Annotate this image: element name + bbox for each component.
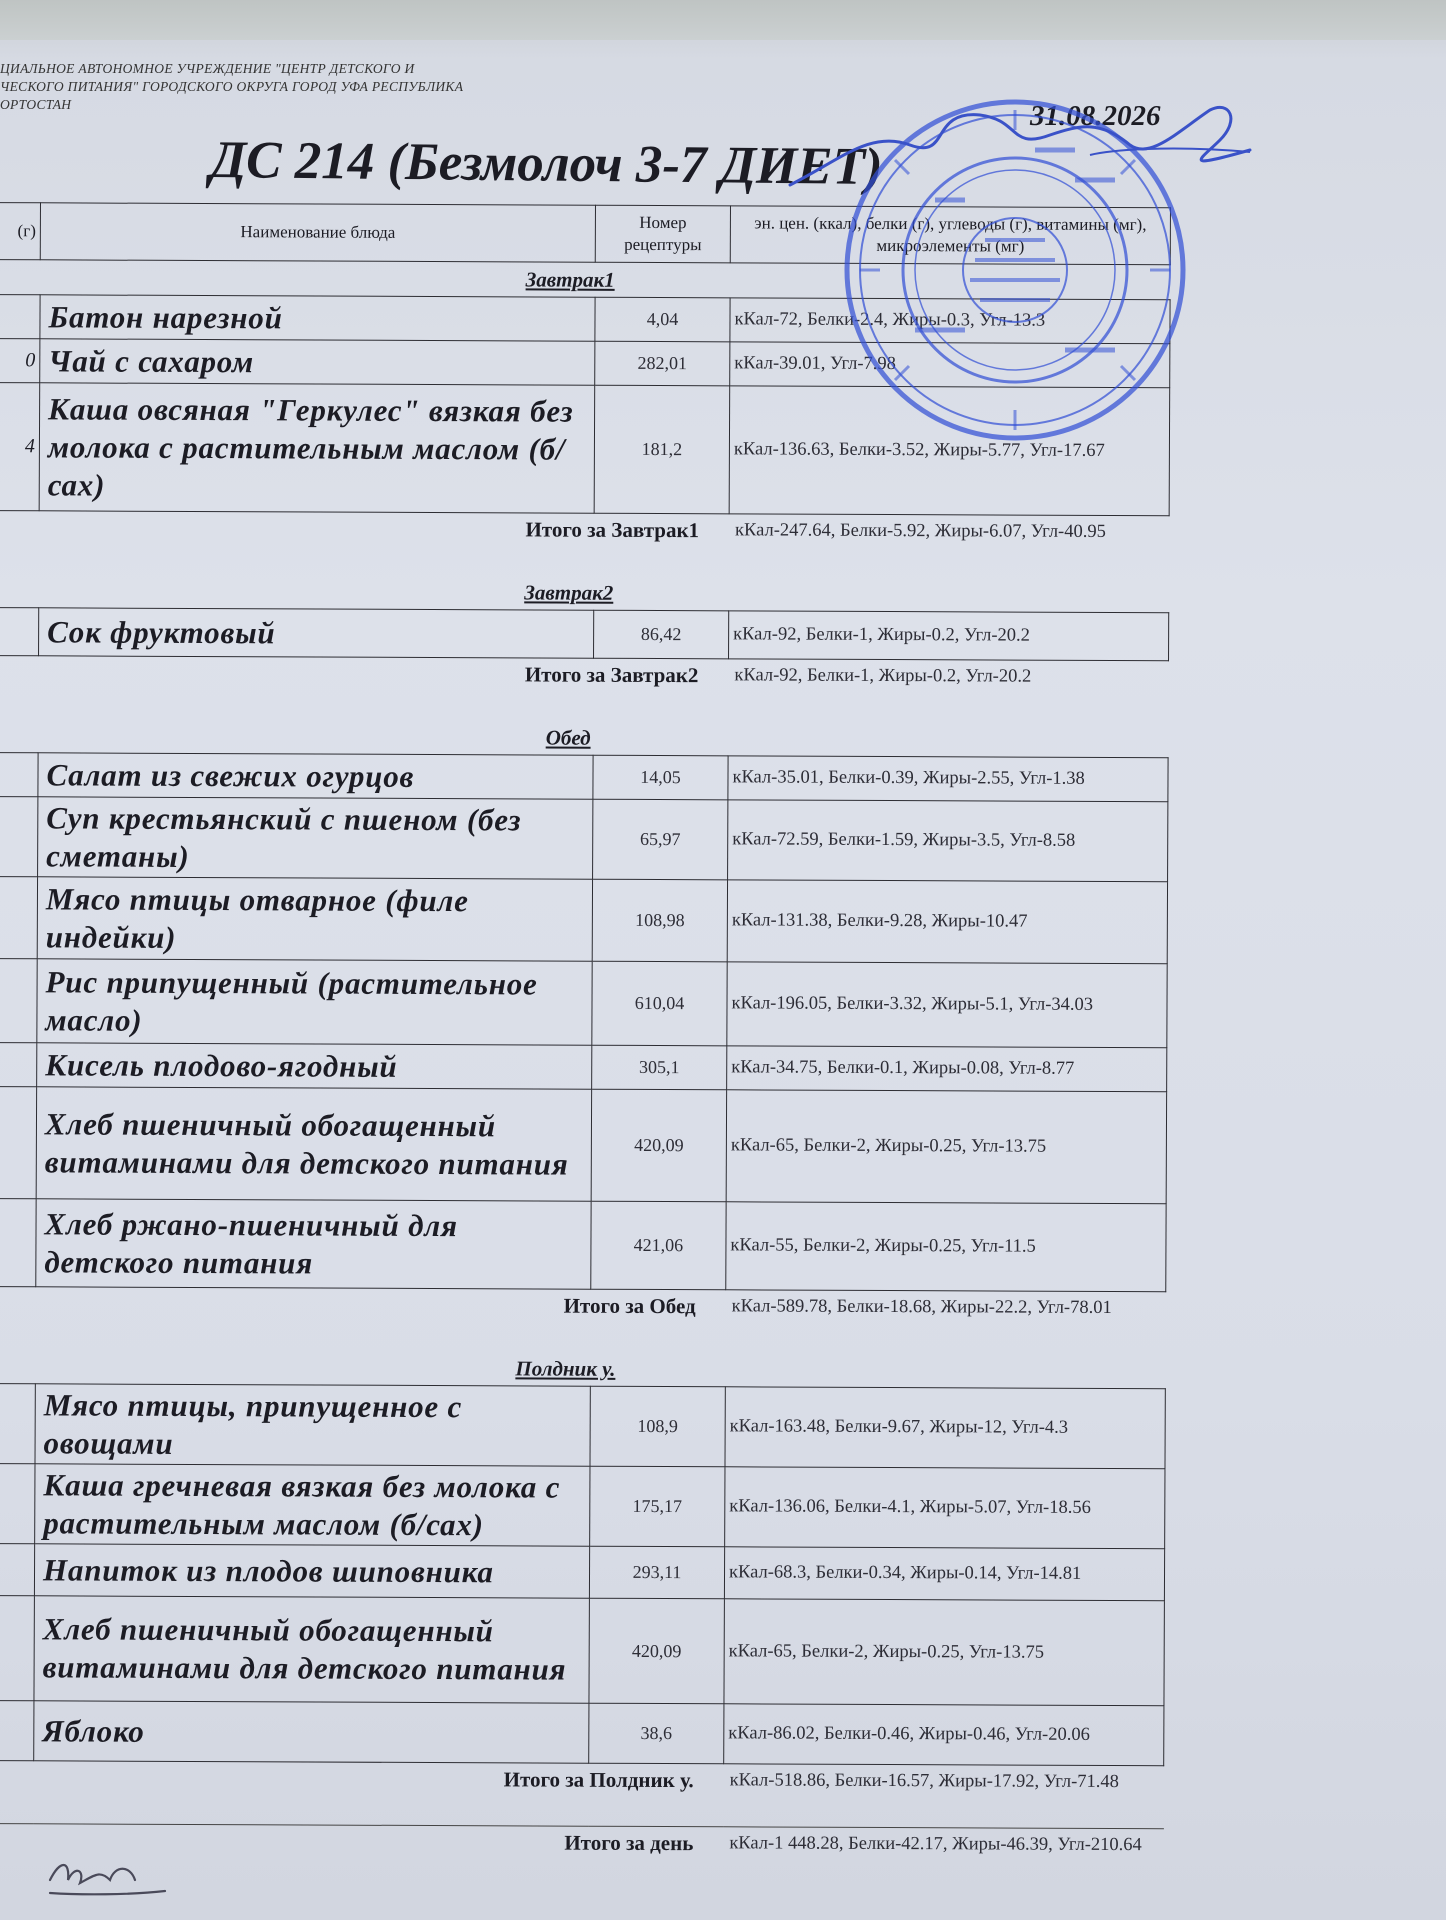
nutrition-cell: кКал-72.59, Белки-1.59, Жиры-3.5, Угл-8.58: [728, 800, 1168, 882]
weight-cell: [0, 752, 38, 796]
recipe-number-cell: 293,11: [589, 1546, 724, 1599]
section-total-value: кКал-589.78, Белки-18.68, Жиры-22.2, Угл-78.01: [731, 1296, 1112, 1318]
nutrition-cell: кКал-163.48, Белки-9.67, Жиры-12, Угл-4.3: [725, 1387, 1165, 1469]
nutrition-cell: кКал-35.01, Белки-0.39, Жиры-2.55, Угл-1.38: [728, 756, 1168, 802]
weight-cell: [0, 876, 38, 958]
table-row: [0, 1383, 1165, 1468]
dish-name-cell: Хлеб ржано-пшеничный для детского питания: [36, 1199, 591, 1289]
section-total-row: [0, 510, 1169, 578]
table-row: [0, 1086, 1167, 1203]
table-row: [0, 796, 1168, 881]
dish-name-cell: Сок фруктовый: [39, 608, 594, 658]
table-row: [0, 1595, 1164, 1705]
dish-name-cell: Хлеб пшеничный обогащенный витаминами для детского питания: [36, 1087, 591, 1201]
recipe-number-cell: 181,2: [594, 385, 730, 514]
dish-name-cell: Салат из свежих огурцов: [38, 753, 593, 799]
dish-name-cell: Мясо птицы отварное (филе индейки): [37, 877, 592, 961]
dish-name-cell: Каша овсяная "Геркулес" вязкая без молока с растительным маслом (б/сах): [39, 383, 595, 513]
weight-cell: [0, 1543, 35, 1595]
section-total-value: кКал-247.64, Белки-5.92, Жиры-6.07, Угл-40.95: [735, 520, 1106, 542]
nutrition-cell: кКал-136.06, Белки-4.1, Жиры-5.07, Угл-18.56: [725, 1467, 1165, 1549]
signature-drawing: [780, 90, 1260, 200]
handwritten-initials: [40, 1845, 170, 1905]
dish-name-cell: Кисель плодово-ягодный: [37, 1043, 592, 1089]
nutrition-cell: кКал-34.75, Белки-0.1, Жиры-0.08, Угл-8.77: [727, 1046, 1167, 1092]
recipe-number-cell: 175,17: [590, 1466, 725, 1547]
weight-cell: 4: [0, 383, 40, 511]
nutrition-cell: кКал-65, Белки-2, Жиры-0.25, Угл-13.75: [724, 1599, 1164, 1706]
weight-cell: 0: [0, 339, 40, 383]
recipe-number-cell: 65,97: [593, 799, 728, 880]
section-heading-row: [0, 718, 1168, 758]
recipe-number-cell: 4,04: [595, 297, 730, 342]
section-heading-row: [0, 573, 1169, 613]
section-total-label: Итого за Завтрак1: [525, 517, 700, 543]
org-line-3: ОРТОСТАН: [0, 97, 72, 112]
nutrition-cell: кКал-68.3, Белки-0.34, Жиры-0.14, Угл-14.81: [724, 1547, 1164, 1601]
section-total-row: [0, 655, 1169, 723]
recipe-number-cell: 108,98: [592, 879, 727, 962]
org-line-2: ЧЕСКОГО ПИТАНИЯ" ГОРОДСКОГО ОКРУГА ГОРОД УФА РЕСПУБЛИКА: [0, 79, 464, 94]
dish-name-cell: Хлеб пшеничный обогащенный витаминами для детского питания: [34, 1596, 589, 1703]
nutrition-cell: кКал-136.63, Белки-3.52, Жиры-5.77, Угл-17.67: [729, 386, 1170, 516]
weight-cell: [0, 1595, 34, 1700]
table-row: [0, 1700, 1164, 1765]
section-total-row: [0, 1286, 1166, 1354]
weight-cell: [0, 1198, 36, 1286]
dish-name-cell: Чай с сахаром: [40, 339, 595, 385]
day-total-value: кКал-1 448.28, Белки-42.17, Жиры-46.39, Угл-210.64: [723, 1827, 1163, 1899]
nutrition-cell: кКал-65, Белки-2, Жиры-0.25, Угл-13.75: [726, 1090, 1166, 1204]
table-row: [0, 607, 1169, 660]
dish-name-cell: Суп крестьянский с пшеном (без сметаны): [38, 797, 593, 879]
weight-cell: [0, 607, 39, 655]
dish-name-cell: Яблоко: [34, 1701, 589, 1763]
section-total-label: Итого за Завтрак2: [524, 662, 699, 688]
section-heading: Завтрак1: [525, 266, 615, 292]
table-row: [0, 1463, 1165, 1548]
organization-header: [0, 60, 600, 114]
section-heading: Завтрак2: [524, 579, 614, 605]
nutrition-cell: кКал-86.02, Белки-0.46, Жиры-0.46, Угл-20.06: [724, 1704, 1164, 1766]
table-row: [0, 1543, 1165, 1600]
dish-name-cell: Батон нарезной: [40, 295, 595, 341]
section-total-value: кКал-92, Белки-1, Жиры-0.2, Угл-20.2: [734, 665, 1032, 687]
dish-name-cell: Мясо птицы, припущенное с овощами: [35, 1384, 590, 1466]
recipe-number-cell: 282,01: [595, 341, 730, 386]
section-total-value: кКал-518.86, Белки-16.57, Жиры-17.92, Угл-71.48: [729, 1770, 1119, 1793]
header-recipe: Номер рецептуры: [595, 205, 730, 263]
header-dish: Наименование блюда: [40, 203, 595, 262]
weight-cell: [0, 958, 37, 1042]
weight-cell: [0, 796, 38, 876]
weight-cell: [0, 1086, 37, 1198]
section-total-row: [0, 1760, 1164, 1828]
nutrition-cell: кКал-55, Белки-2, Жиры-0.25, Угл-11.5: [726, 1202, 1166, 1292]
nutrition-cell: кКал-92, Белки-1, Жиры-0.2, Угл-20.2: [729, 611, 1169, 661]
org-line-1: ЦИАЛЬНОЕ АВТОНОМНОЕ УЧРЕЖДЕНИЕ "ЦЕНТР ДЕТСКОГО И: [0, 61, 415, 76]
day-total-label: Итого за день: [0, 1823, 723, 1897]
recipe-number-cell: 421,06: [591, 1201, 726, 1290]
table-row: [0, 876, 1168, 963]
header-weight: (г): [0, 203, 40, 260]
nutrition-cell: кКал-196.05, Белки-3.32, Жиры-5.1, Угл-34.03: [727, 962, 1167, 1048]
nutrition-cell: кКал-72, Белки-2.4, Жиры-0.3, Угл-13.3: [730, 298, 1170, 344]
recipe-number-cell: 420,09: [589, 1598, 724, 1704]
recipe-number-cell: 86,42: [594, 610, 729, 659]
nutrition-cell: кКал-131.38, Белки-9.28, Жиры-10.47: [727, 880, 1167, 964]
weight-cell: [0, 1700, 34, 1760]
nutrition-cell: кКал-39.01, Угл-7.98: [730, 342, 1170, 388]
menu-table: [0, 202, 1171, 1899]
weight-cell: [0, 295, 40, 339]
weight-cell: [0, 1463, 35, 1543]
table-row: [0, 1198, 1166, 1291]
dish-name-cell: Каша гречневая вязкая без молока с растительным маслом (б/сах): [35, 1464, 590, 1546]
recipe-number-cell: 610,04: [592, 961, 727, 1046]
recipe-number-cell: 108,9: [590, 1386, 725, 1467]
day-total-row: [0, 1823, 1163, 1899]
section-heading: Обед: [545, 725, 591, 750]
table-row: [0, 752, 1168, 801]
table-row: [0, 958, 1167, 1047]
weight-cell: [0, 1042, 37, 1086]
header-nutrition: эн. цен. (ккал), белки (г), углеводы (г), витамины (мг), микроэлементы (мг): [730, 206, 1170, 265]
recipe-number-cell: 38,6: [589, 1703, 724, 1764]
document-date: 31.08.2026: [1030, 100, 1161, 132]
section-total-label: Итого за Обед: [563, 1293, 696, 1319]
recipe-number-cell: 420,09: [591, 1089, 726, 1202]
weight-cell: [0, 1383, 35, 1463]
section-heading: Полдник у.: [515, 1355, 616, 1381]
document-title: ДС 214 (Безмолоч 3-7 ДИЕТ): [209, 131, 883, 197]
table-row: [0, 1042, 1167, 1091]
section-heading-row: [0, 1349, 1165, 1389]
recipe-number-cell: 305,1: [592, 1045, 727, 1090]
section-total-label: Итого за Полдник у.: [503, 1767, 694, 1793]
recipe-number-cell: 14,05: [593, 755, 728, 800]
page-top-shadow: [0, 0, 1446, 40]
dish-name-cell: Напиток из плодов шиповника: [34, 1544, 589, 1598]
dish-name-cell: Рис припущенный (растительное масло): [37, 959, 592, 1045]
